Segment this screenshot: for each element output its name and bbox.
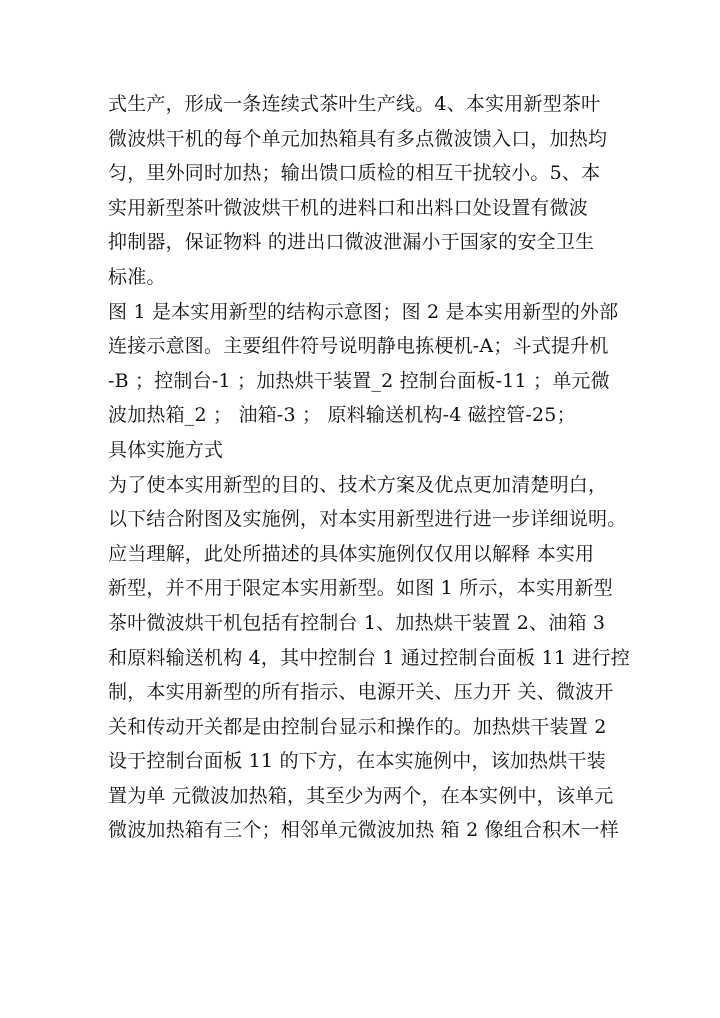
text-line: 微波烘干机的每个单元加热箱具有多点微波馈入口，加热均 xyxy=(108,127,608,150)
body-text xyxy=(108,87,630,848)
text-line: 式生产，形成一条连续式茶叶生产线。4、本实用新型茶叶 xyxy=(108,93,601,115)
text-line: 置为单 元微波加热箱，其至少为两个，在本实例中，该单元 xyxy=(108,784,614,807)
text-line: 波加热箱_2 ； 油箱-3 ； 原料输送机构-4 磁控管-25； xyxy=(108,404,576,427)
text-line: 设于控制台面板 11 的下方，在本实施例中，该加热烘干装 xyxy=(108,750,606,773)
text-line: 匀，里外同时加热；输出馈口质检的相互干扰较小。5、本 xyxy=(108,162,601,185)
text-line: -B ；控制台-1 ；加热烘干装置_2 控制台面板-11 ；单元微 xyxy=(108,369,610,392)
text-line: 实用新型茶叶微波烘干机的进料口和出料口处设置有微波 xyxy=(108,196,589,219)
text-line: 为了使本实用新型的目的、技术方案及优点更加清楚明白， xyxy=(108,473,608,496)
text-line: 连接示意图。主要组件符号说明静电拣梗机-A；斗式提升机 xyxy=(108,335,609,358)
text-line: 以下结合附图及实施例，对本实用新型进行进一步详细说明。 xyxy=(108,508,627,531)
text-line: 标准。 xyxy=(108,265,166,288)
text-line: 关和传动开关都是由控制台显示和操作的。加热烘干装置 2 xyxy=(108,715,607,738)
text-line: 图 1 是本实用新型的结构示意图；图 2 是本实用新型的外部 xyxy=(108,300,619,323)
section-heading: 具体实施方式 xyxy=(108,438,224,461)
text-line: 和原料输送机构 4，其中控制台 1 通过控制台面板 11 进行控 xyxy=(108,646,630,669)
text-line: 微波加热箱有三个；相邻单元微波加热 箱 2 像组合积木一样 xyxy=(108,819,620,842)
text-line: 应当理解，此处所描述的具体实施例仅仅用以解释 本实用 xyxy=(108,542,595,565)
text-line: 抑制器，保证物料 的进出口微波泄漏小于国家的安全卫生 xyxy=(108,231,595,254)
text-line: 制，本实用新型的所有指示、电源开关、压力开 关、微波开 xyxy=(108,681,614,704)
text-line: 茶叶微波烘干机包括有控制台 1、加热烘干装置 2、油箱 3 xyxy=(108,611,606,634)
text-line: 新型，并不用于限定本实用新型。如图 1 所示，本实用新型 xyxy=(108,577,613,600)
